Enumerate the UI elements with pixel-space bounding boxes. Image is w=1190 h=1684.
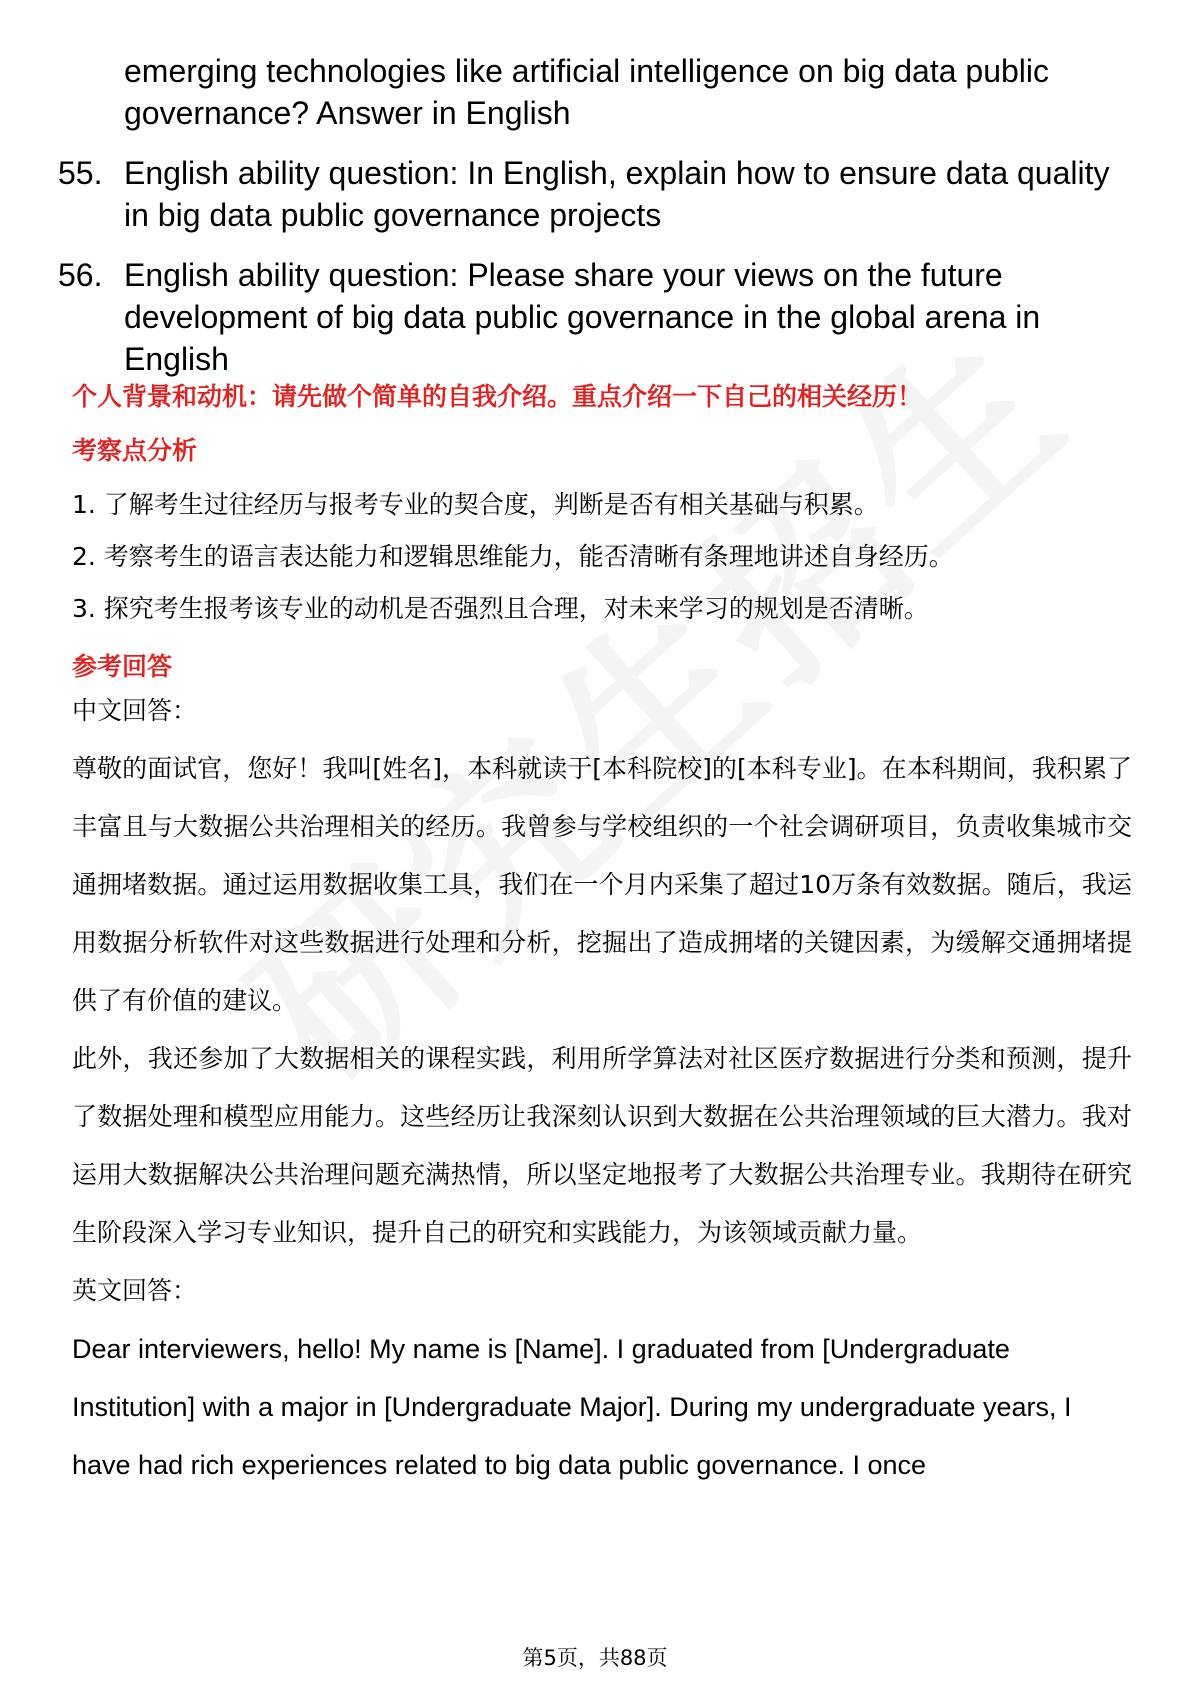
en-answer-paragraph: Dear interviewers, hello! My name is [Name]. I graduated from [Undergraduate Institution] with a major in [Undergraduate Major]. During my undergraduate years, I have had rich experiences related to big data public governance. I once (72, 1334, 1072, 1480)
analysis-point: 2. 考察考生的语言表达能力和逻辑思维能力，能否清晰有条理地讲述自身经历。 (72, 542, 954, 571)
analysis-point: 1. 了解考生过往经历与报考专业的契合度，判断是否有相关基础与积累。 (72, 490, 879, 519)
question-item (58, 254, 1138, 380)
question-text: English ability question: Please share your views on the future development of big data public governance in the global arena in English (124, 257, 1041, 377)
question-item (58, 50, 1138, 134)
question-text: emerging technologies like artificial intelligence on big data public governance? Answer in English (124, 53, 1049, 131)
question-text: English ability question: In English, explain how to ensure data quality in big data public governance projects (124, 155, 1110, 233)
reference-heading: 参考回答 (72, 652, 173, 681)
section-title: 个人背景和动机：请先做个简单的自我介绍。重点介绍一下自己的相关经历！ (72, 382, 923, 411)
analysis-heading: 考察点分析 (72, 436, 198, 465)
question-number: 56. (58, 257, 103, 293)
question-number: 55. (58, 155, 103, 191)
analysis-point: 3. 探究考生报考该专业的动机是否强烈且合理，对未来学习的规划是否清晰。 (72, 594, 929, 623)
en-answer-label: 英文回答： (72, 1276, 198, 1305)
question-list (58, 50, 1138, 398)
cn-answer-label: 中文回答： (72, 696, 198, 725)
cn-answer-paragraph: 尊敬的面试官，您好！我叫[姓名]，本科就读于[本科院校]的[本科专业]。在本科期间，我积累了丰富且与大数据公共治理相关的经历。我曾参与学校组织的一个社会调研项目，负责收集城市交通拥堵数据。通过运用数据收集工具，我们在一个月内采集了超过10万条有效数据。随后，我运用数据分析软件对这些数据进行处理和分析，挖掘出了造成拥堵的关键因素，为缓解交通拥堵提供了有价值的建议。 (72, 754, 1132, 1015)
main-content (72, 382, 1132, 1494)
page-footer: 第5页，共88页 (522, 1646, 668, 1670)
question-item (58, 152, 1138, 236)
cn-answer-paragraph: 此外，我还参加了大数据相关的课程实践，利用所学算法对社区医疗数据进行分类和预测，提升了数据处理和模型应用能力。这些经历让我深刻认识到大数据在公共治理领域的巨大潜力。我对运用大数据解决公共治理问题充满热情，所以坚定地报考了大数据公共治理专业。我期待在研究生阶段深入学习专业知识，提升自己的研究和实践能力，为该领域贡献力量。 (72, 1044, 1132, 1247)
